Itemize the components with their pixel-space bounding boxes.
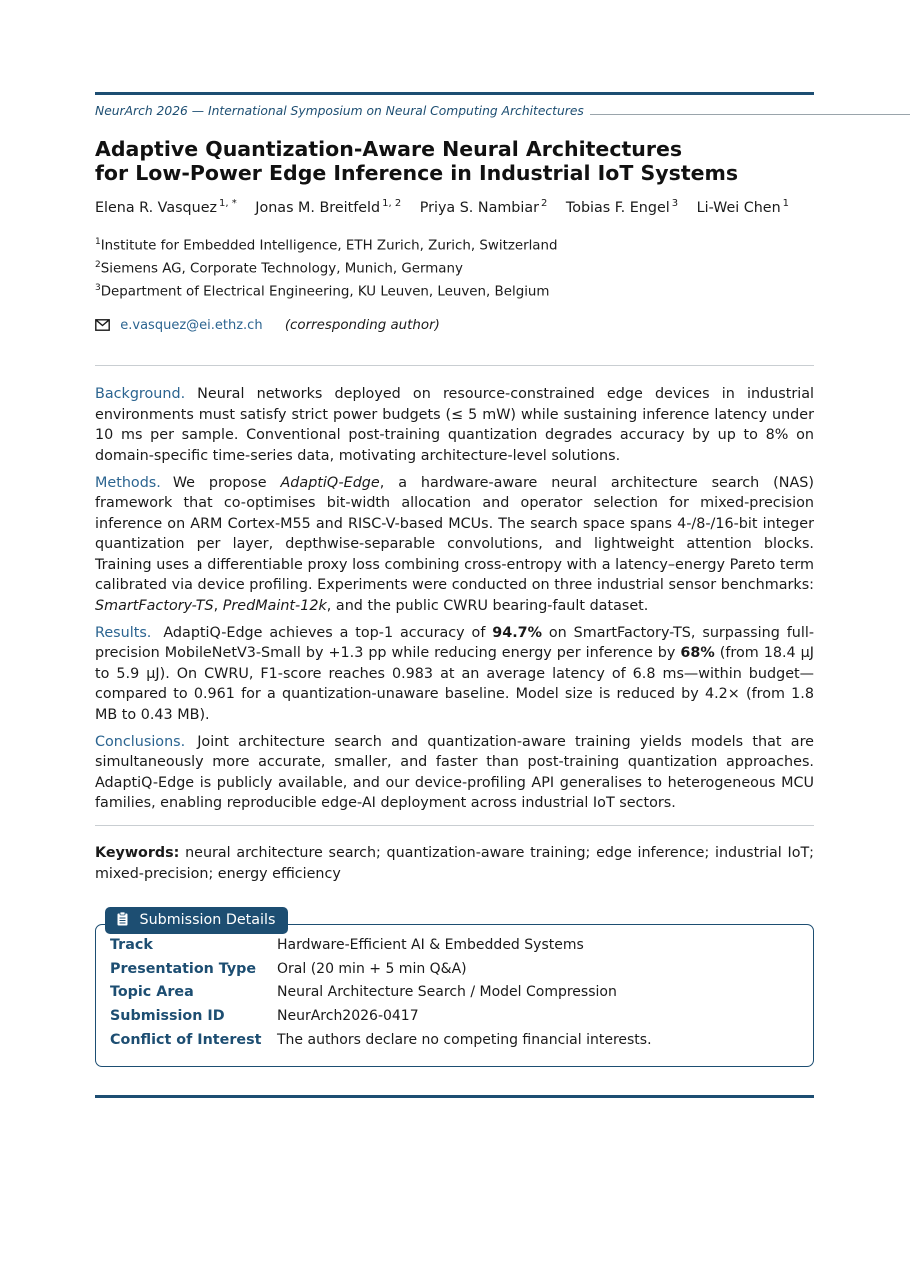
affiliation-list (95, 233, 558, 302)
abstract-methods: Methods. We propose AdaptiQ-Edge, a hardware-aware neural architecture search (NAS) framework that co-optimises bit-width allocation and operator selection for mixed-precision inference on ARM Cortex-M55 and RISC-V-based MCUs. The search space spans 4-/8-/16-bit integer quantization per layer, depthwise-separable convolutions, and lightweight attention blocks. Training uses a differentiable proxy loss combining cross-entropy with a latency–energy Pareto term calibrated via device profiling. Experiments were conducted on three industrial sensor benchmarks: SmartFactory-TS, PredMaint-12k, and the public CWRU bearing-fault dataset. (95, 474, 814, 614)
section-label: Conclusions. (95, 733, 186, 750)
conference-name: NeurArch 2026 — International Symposium on Neural Computing Architectures (95, 104, 590, 118)
abstract-conclusions: Conclusions. Joint architecture search and quantization-aware training yields models that are simultaneously more accurate, smaller, and faster than post-training quantization approaches. AdaptiQ-Edge is publicly available, and our device-profiling API generalises to heterogeneous MCU families, enabling reproducible edge-AI deployment across industrial IoT sectors. (95, 733, 814, 811)
contact-note: (corresponding author) (284, 318, 440, 333)
contact-line (95, 318, 440, 335)
submission-details-title: Submission Details (139, 912, 276, 928)
section-label: Background. (95, 386, 186, 402)
author-list (95, 198, 803, 216)
author: Li-Wei Chen $^1$ (696, 198, 790, 216)
submission-details-header (105, 907, 288, 934)
clipboard-icon (117, 909, 128, 936)
header-rule (95, 92, 814, 95)
section-label: Results. (95, 624, 152, 641)
section-label: Methods. (95, 474, 161, 491)
conference-header (95, 104, 910, 120)
envelope-icon (95, 319, 110, 335)
title-line-2: for Low-Power Edge Inference in Industrial IoT Systems (95, 161, 739, 185)
abstract-results: Results. AdaptiQ-Edge achieves a top-1 accuracy of 94.7% on SmartFactory-TS, surpassing full-precision MobileNetV3-Small by +1.3 pp while reducing energy per inference by 68% (from 18.4 μJ to 5.9 μJ). On CWRU, F1-score reaches 0.983 at an average latency of 6.8 ms—within budget— compared to 0.961 for a quantization-unaware baseline. Model size is reduced by 4.2× (from 1.8 MB to 0.43 MB). (95, 624, 814, 723)
author: Jonas M. Breitfeld $^{1, 2}$ (255, 198, 402, 216)
keywords-label: Keywords: (95, 845, 180, 861)
affiliation: $^2$Siemens AG, Corporate Technology, Munich, Germany (95, 259, 463, 277)
title-line-1: Adaptive Quantization-Aware Neural Architectures (95, 137, 683, 161)
affiliation: $^1$Institute for Embedded Intelligence, ETH Zurich, Zurich, Switzerland (95, 237, 558, 254)
author: Elena R. Vasquez $^{1, *}$ (95, 198, 237, 216)
footer-rule (95, 1095, 814, 1098)
author: Priya S. Nambiar $^2$ (419, 198, 548, 216)
contact-email-link[interactable]: e.vasquez@ei.ethz.ch (120, 318, 263, 333)
abstract (95, 384, 814, 820)
paper-title (95, 137, 815, 185)
divider (95, 365, 814, 366)
keywords-text: neural architecture search; quantization-aware training; edge inference; industrial IoT; mixed-precision; energy efficiency (95, 845, 814, 882)
keywords (95, 843, 814, 884)
affiliation: $^3$Department of Electrical Engineering, KU Leuven, Leuven, Belgium (95, 282, 550, 300)
abstract-background: Background. Neural networks deployed on resource-constrained edge devices in industrial environments must satisfy strict power budgets (≤ 5 mW) while sustaining inference latency under 10 ms per sample. Conventional post-training quantization degrades accuracy by up to 8% on domain-specific time-series data, motivating architecture-level solutions. (95, 386, 814, 464)
author: Tobias F. Engel $^3$ (565, 198, 679, 216)
divider (95, 825, 814, 826)
